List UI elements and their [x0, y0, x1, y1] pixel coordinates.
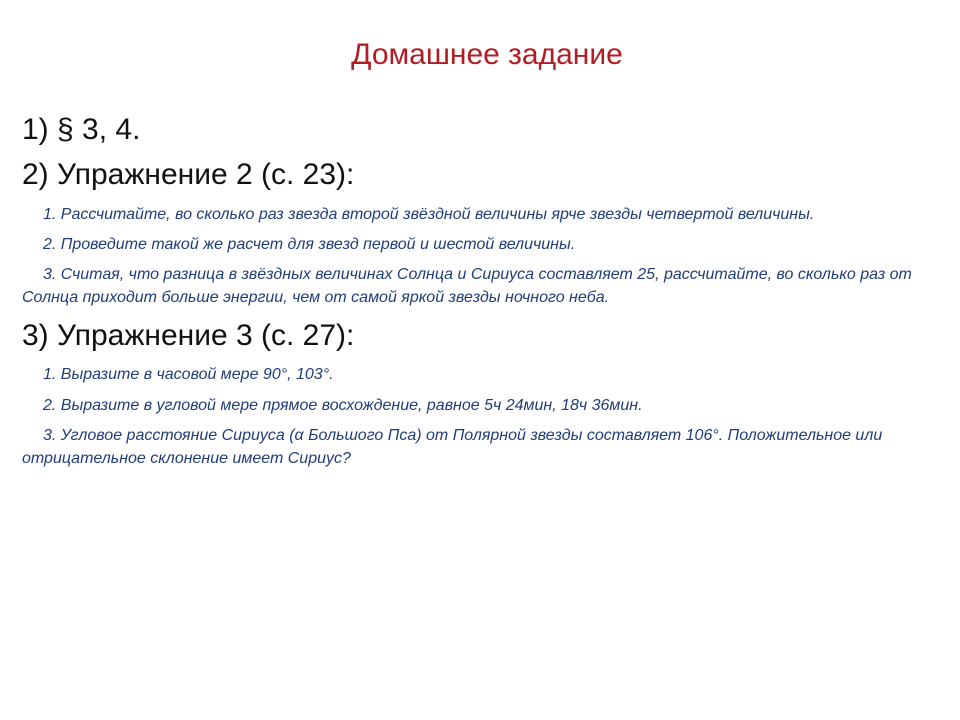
exercise-3-task-3: 3. Угловое расстояние Сириуса (α Большого Пса) от Полярной звезды составляет 106°. Положительное или отрицательное склонение имеет Сириус?: [22, 427, 883, 467]
exercise-2-task-3: 3. Считая, что разница в звёздных величинах Солнца и Сириуса составляет 25, рассчитайте, во сколько раз от Солнца приходит больше энергии, чем от самой яркой звезды ночного неба.: [22, 266, 912, 306]
exercise-2-task-2: 2. Проведите такой же расчет для звезд первой и шестой величины.: [43, 236, 576, 253]
item-heading-exercise-2: 2) Упражнение 2 (с. 23):: [22, 158, 355, 191]
item-heading-paragraphs: 1) § 3, 4.: [22, 113, 141, 146]
exercise-2-task-1: 1. Рассчитайте, во сколько раз звезда второй звёздной величины ярче звезды четвертой величины.: [43, 206, 815, 223]
exercise-3-task-2: 2. Выразите в угловой мере прямое восхождение, равное 5ч 24мин, 18ч 36мин.: [43, 397, 643, 414]
item-heading-exercise-3: 3) Упражнение 3 (с. 27):: [22, 319, 355, 352]
exercise-3-task-1: 1. Выразите в часовой мере 90°, 103°.: [43, 366, 334, 383]
page-title: Домашнее задание: [351, 38, 623, 71]
